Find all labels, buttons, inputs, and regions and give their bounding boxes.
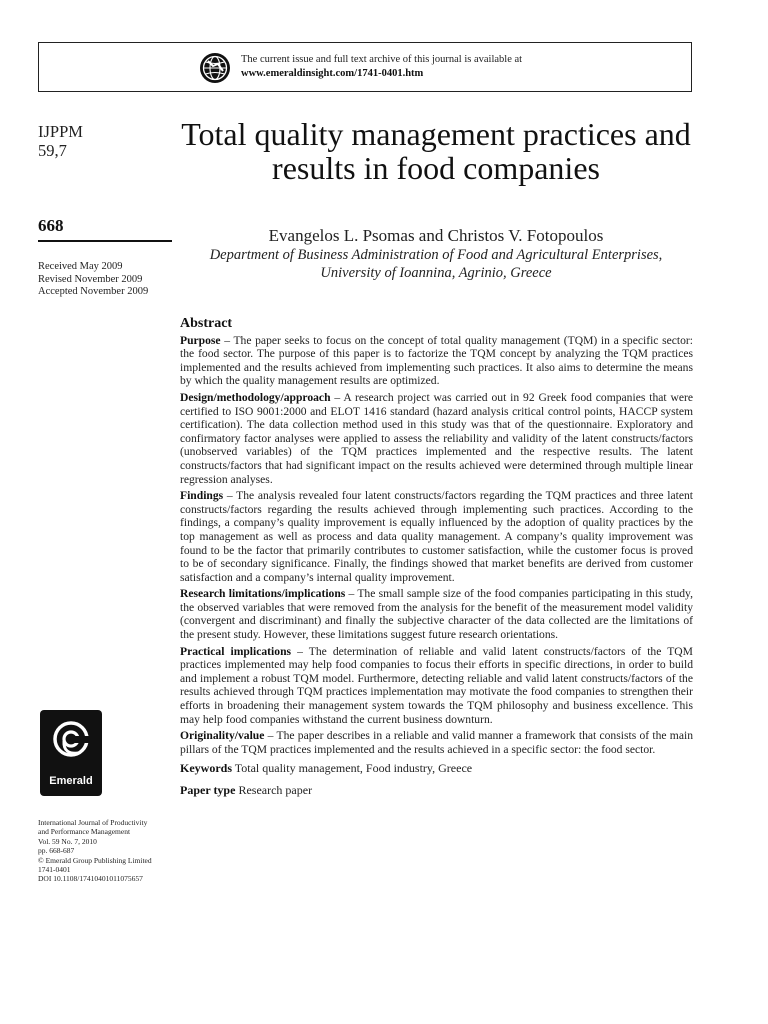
design-text: – A research project was carried out in 92 Greek food companies that were certified to ISO 9001:2000 and ELOT 1416 standard (hazard analysis critical control points, HACCP system certification). The data collection method used in this study was that of the questionnaire. Exploratory and confirmatory factor analyses were applied to assess the reliability and validity of the latent constructs/factors (unobserved variables) of the TQM practices implemented and the respective results. The latent constructs/factors that had significant impact on the results achieved were determined through multiple linear regression analyses. bbox=[180, 390, 693, 486]
pubinfo-doi: DOI 10.1108/17410401011075657 bbox=[38, 874, 143, 884]
publication-info bbox=[38, 818, 152, 884]
revised-date: Revised November 2009 bbox=[38, 273, 143, 285]
findings-label: Findings bbox=[180, 489, 224, 503]
design-label: Design/methodology/approach bbox=[180, 390, 331, 404]
abstract-purpose bbox=[180, 334, 693, 388]
purpose-label: Purpose bbox=[180, 333, 221, 347]
abstract-limitations bbox=[180, 587, 693, 641]
abstract-design bbox=[180, 391, 693, 486]
journal-abbreviation bbox=[38, 122, 83, 160]
abstract-section bbox=[180, 317, 693, 798]
findings-text: – The analysis revealed four latent constructs/factors regarding the TQM practices and three latent constructs/factors regarding the results achieved through implementing such practices. According to the findings, a company’s quality improvement is equally influenced by the adoption of quality practices by the top management as well as process and data quality management. A company’s quality improvement was found to be the factor that primarily contributes to customer satisfaction, while the customer focus is proved to be of secondary significance. Finally, the findings showed that market benefits are derived from customer satisfaction and a company’s internal quality improvement. bbox=[180, 489, 693, 584]
abstract-practical bbox=[180, 645, 693, 727]
practical-text: – The determination of reliable and valid latent constructs/factors of the TQM practices implemented may help food companies to focus their efforts in specific directions, in order to build and implement a robust TQM model. Furthermore, detecting reliable and valid latent constructs/factors of the results achieved through TQM practices implementation may motivate the food companies to strengthen their efforts in broadening their management system towards the TQM philosophy and business excellence. This may help food companies withstand the current business downturn. bbox=[180, 644, 693, 726]
pubinfo-copyright: © Emerald Group Publishing Limited bbox=[38, 855, 152, 865]
abstract-heading: Abstract bbox=[180, 316, 233, 331]
keywords-line bbox=[180, 762, 693, 776]
abstract-originality bbox=[180, 729, 693, 756]
abstract-findings bbox=[180, 489, 693, 584]
sidebar-divider bbox=[38, 240, 172, 242]
accepted-date: Accepted November 2009 bbox=[38, 286, 149, 297]
limitations-text: – The small sample size of the food companies participating in this study, the observed variables that were removed from the analysis for the benefit of the measurement model validity (convergent and discriminant) and finally the subjective character of the data collected are the limitations of the present study. However, these limitations suggest future research orientations. bbox=[180, 587, 693, 642]
practical-label: Practical implications bbox=[180, 644, 292, 658]
submission-dates bbox=[38, 261, 148, 299]
pubinfo-journal-name-2: and Performance Management bbox=[38, 827, 131, 837]
originality-label: Originality/value bbox=[180, 729, 265, 743]
pubinfo-issn: 1741-0401 bbox=[38, 865, 71, 875]
keywords-label: Keywords bbox=[180, 761, 232, 776]
purpose-text: – The paper seeks to focus on the concept of total quality management (TQM) in a specific sector: the food sector. The purpose of this paper is to factorize the TQM concept by analyzing the TQM practices implemented and the results achieved from implementing such practices. It also aims to determine the means by which the quality management results are optimized. bbox=[180, 333, 693, 388]
journal-volume-issue: 59,7 bbox=[38, 141, 67, 160]
pubinfo-pages: pp. 668-687 bbox=[38, 846, 75, 856]
paper-type-label: Paper type bbox=[180, 783, 236, 797]
archive-notice-text: The current issue and full text archive of this journal is available at bbox=[241, 54, 523, 65]
journal-abbrev-text: IJPPM bbox=[38, 122, 83, 141]
article-title: Total quality management practices and results in food companies bbox=[181, 116, 691, 186]
archive-notice-box bbox=[38, 42, 692, 92]
journal-url-link[interactable]: www.emeraldinsight.com/1741-0401.htm bbox=[241, 68, 424, 79]
paper-type-text: Research paper bbox=[235, 783, 313, 797]
pubinfo-volume: Vol. 59 No. 7, 2010 bbox=[38, 836, 97, 846]
globe-icon bbox=[199, 52, 231, 84]
affiliation-line-1: Department of Business Administration of Food and Agricultural Enterprises, bbox=[209, 247, 663, 263]
author-affiliation bbox=[180, 246, 692, 282]
emerald-e-icon bbox=[51, 719, 91, 765]
keywords-text: Total quality management, Food industry, Greece bbox=[232, 761, 473, 776]
emerald-logo-text: Emerald bbox=[49, 775, 93, 787]
limitations-label: Research limitations/implications bbox=[180, 587, 346, 601]
originality-text: – The paper describes in a reliable and valid manner a framework that consists of the main pillars of the TQM practices implemented and the results achieved in a specific sector: the food sector. bbox=[180, 729, 693, 756]
paper-type-line bbox=[180, 784, 693, 798]
affiliation-line-2: University of Ioannina, Agrinio, Greece bbox=[320, 265, 552, 281]
received-date: Received May 2009 bbox=[38, 261, 123, 272]
article-authors: Evangelos L. Psomas and Christos V. Fotopoulos bbox=[268, 226, 604, 245]
page-number: 668 bbox=[38, 216, 64, 235]
emerald-logo bbox=[40, 710, 102, 796]
pubinfo-journal-name-1: International Journal of Productivity bbox=[38, 818, 148, 827]
